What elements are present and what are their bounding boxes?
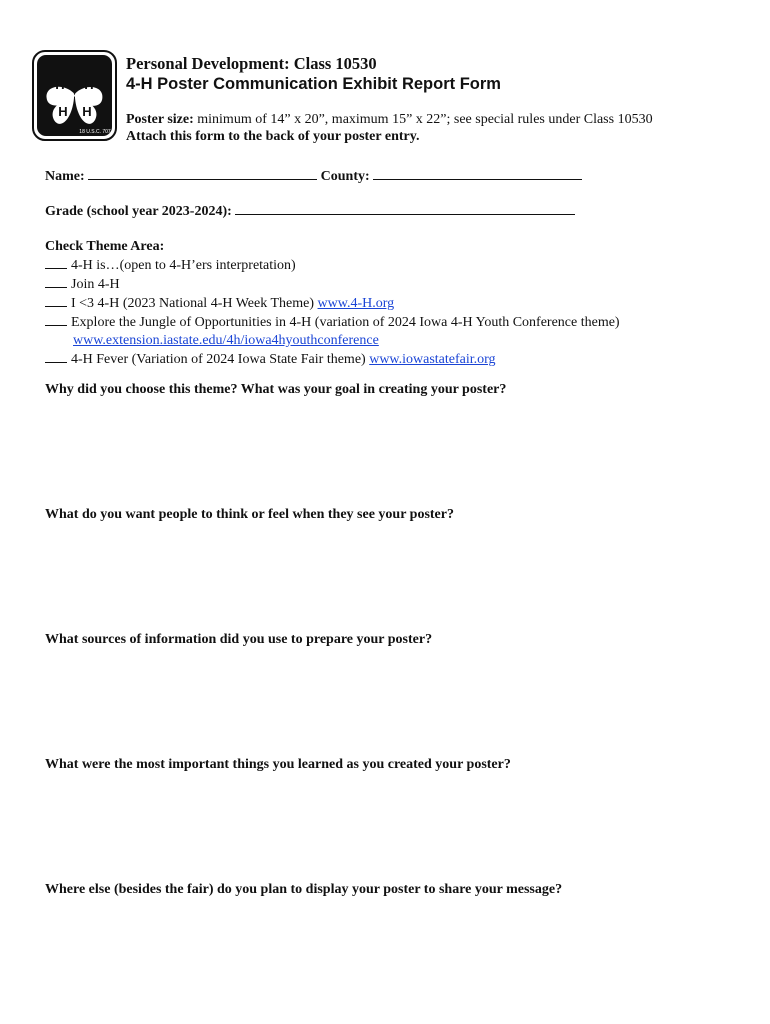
theme-heading: Check Theme Area: (45, 239, 165, 254)
theme-list (45, 256, 745, 369)
name-county-row (45, 167, 582, 185)
name-field[interactable] (88, 167, 317, 180)
county-field[interactable] (373, 167, 582, 180)
page-title: Personal Development: Class 10530 (126, 54, 377, 73)
grade-label: Grade (school year 2023-2024): (45, 204, 232, 219)
svg-text:H: H (82, 104, 92, 119)
grade-field[interactable] (235, 202, 575, 215)
question-learned: What were the most important things you learned as you created your poster? (45, 757, 511, 772)
svg-text:H: H (55, 77, 65, 92)
state-fair-link[interactable]: www.iowastatefair.org (369, 352, 496, 367)
four-h-link[interactable]: www.4-H.org (317, 296, 395, 311)
attach-instruction: Attach this form to the back of your poster entry. (126, 129, 420, 144)
theme-item: Join 4-H (45, 275, 745, 294)
theme-item: I <3 4-H (2023 National 4-H Week Theme) www.4-H.org (45, 294, 745, 313)
name-label: Name: (45, 169, 85, 184)
theme-checkbox[interactable] (45, 294, 67, 307)
theme-checkbox[interactable] (45, 256, 67, 269)
svg-text:H: H (58, 104, 68, 119)
question-think-feel: What do you want people to think or feel when they see your poster? (45, 507, 454, 522)
form-title: 4-H Poster Communication Exhibit Report Form (126, 75, 501, 93)
question-display: Where else (besides the fair) do you plan to display your poster to share your message? (45, 882, 563, 897)
poster-size-note: Poster size: minimum of 14” x 20”, maximum 15” x 22”; see special rules under Class 10530 (126, 112, 653, 127)
svg-text:18 U.S.C. 707: 18 U.S.C. 707 (79, 129, 111, 135)
theme-checkbox[interactable] (45, 350, 67, 363)
theme-item: 4-H Fever (Variation of 2024 Iowa State Fair theme) www.iowastatefair.org (45, 350, 745, 369)
theme-checkbox[interactable] (45, 313, 67, 326)
county-label: County: (320, 169, 370, 184)
question-sources: What sources of information did you use to prepare your poster? (45, 632, 433, 647)
clover-icon (32, 50, 117, 141)
svg-text:H: H (84, 77, 94, 92)
conference-link[interactable]: www.extension.iastate.edu/4h/iowa4hyouthconference (73, 333, 379, 348)
four-h-clover-logo (32, 50, 117, 141)
question-theme-goal: Why did you choose this theme? What was your goal in creating your poster? (45, 382, 507, 397)
header (126, 54, 746, 146)
theme-checkbox[interactable] (45, 275, 67, 288)
theme-item: 4-H is…(open to 4-H’ers interpretation) (45, 256, 745, 275)
grade-row (45, 202, 575, 220)
theme-item: Explore the Jungle of Opportunities in 4-H (variation of 2024 Iowa 4-H Youth Conference theme) (45, 313, 745, 332)
conference-link-row (45, 332, 745, 350)
